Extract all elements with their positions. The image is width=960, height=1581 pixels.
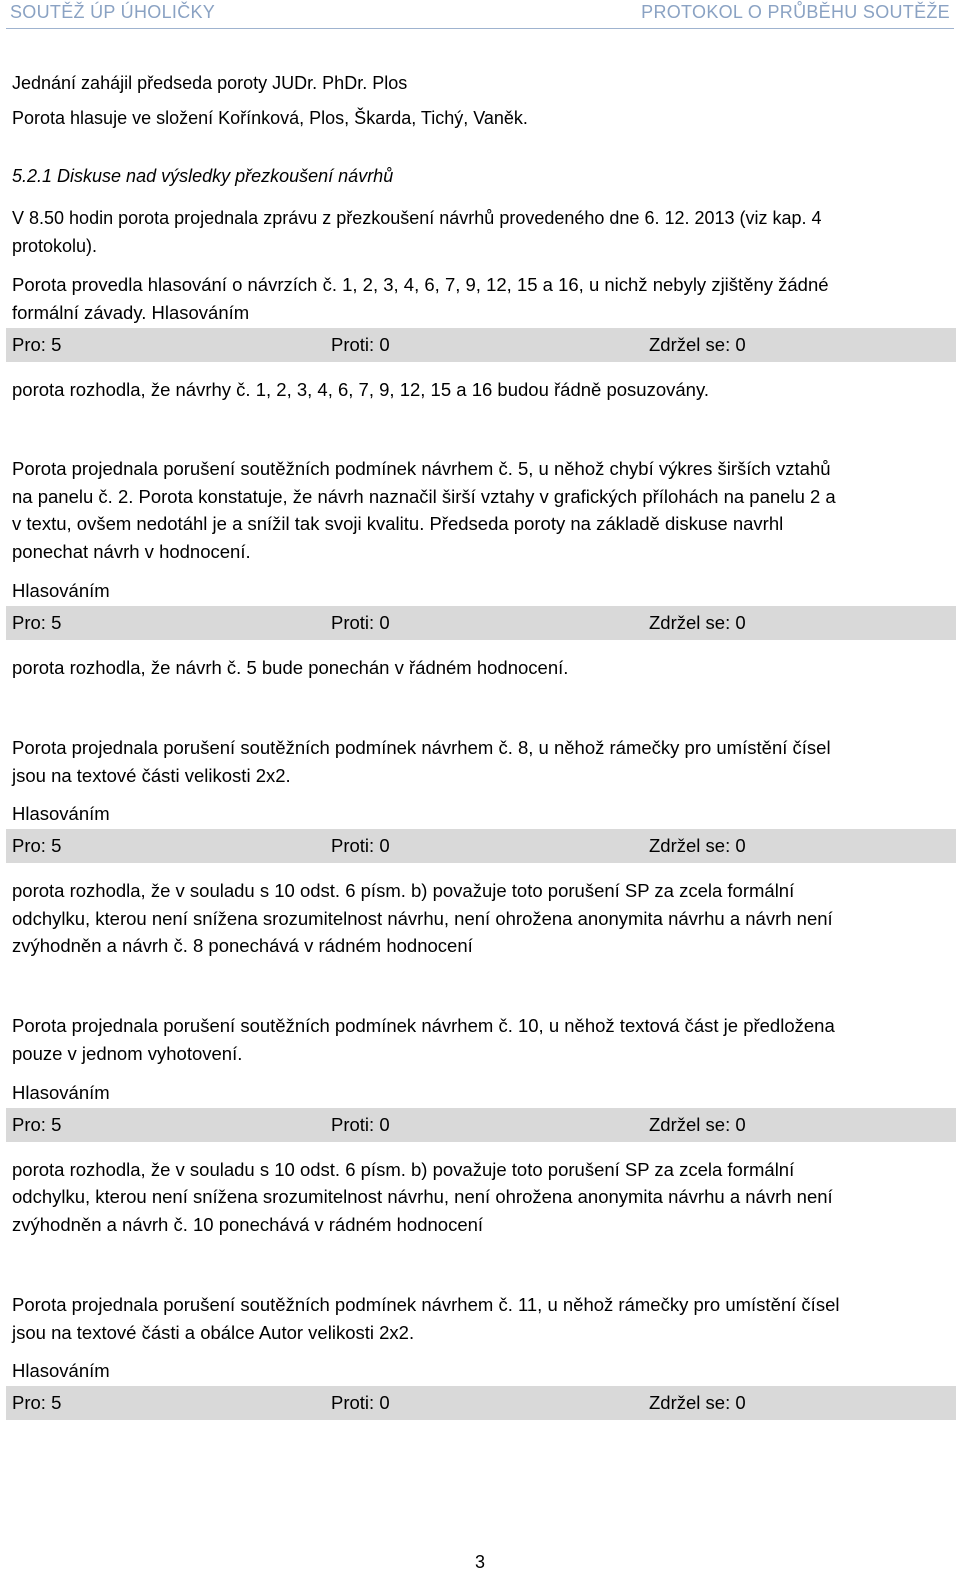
- vote-label: Hlasováním: [12, 803, 110, 824]
- vote-zdrzel: Zdržel se: 0: [649, 1392, 746, 1413]
- section-heading: 5.2.1 Diskuse nad výsledky přezkoušení návrhů: [12, 166, 394, 186]
- paragraph-line: V 8.50 hodin porota projednala zprávu z přezkoušení návrhů provedeného dne 6. 12. 2013 (viz kap. 4: [12, 208, 822, 228]
- paragraph-line: Porota projednala porušení soutěžních podmínek návrhem č. 8, u něhož rámečky pro umístění čísel: [12, 737, 831, 758]
- header-protocol-title: PROTOKOL O PRŮBĚHU SOUTĚŽE: [641, 2, 950, 22]
- decision-line: porota rozhodla, že v souladu s 10 odst. 6 písm. b) považuje toto porušení SP za zcela formální: [12, 1159, 795, 1180]
- paragraph-line: pouze v jednom vyhotovení.: [12, 1043, 243, 1064]
- vote-bar: [6, 829, 956, 863]
- vote-zdrzel: Zdržel se: 0: [649, 1114, 746, 1135]
- decision-line: porota rozhodla, že v souladu s 10 odst. 6 písm. b) považuje toto porušení SP za zcela formální: [12, 880, 795, 901]
- decision-line: odchylku, kterou není snížena srozumitelnost návrhu, není ohrožena anonymita návrhu a návrh není: [12, 1186, 833, 1207]
- vote-pro: Pro: 5: [12, 612, 62, 633]
- vote-label: Hlasováním: [12, 1082, 110, 1103]
- decision-line: odchylku, kterou není snížena srozumitelnost návrhu, není ohrožena anonymita návrhu a návrh není: [12, 908, 833, 929]
- vote-proti: Proti: 0: [331, 334, 390, 355]
- vote-proti: Proti: 0: [331, 835, 390, 856]
- paragraph-line: Porota projednala porušení soutěžních podmínek návrhem č. 11, u něhož rámečky pro umístění čísel: [12, 1294, 840, 1315]
- paragraph-line: na panelu č. 2. Porota konstatuje, že návrh naznačil širší vztahy v grafických přílohách na panelu 2 a: [12, 486, 836, 507]
- intro-line: Jednání zahájil předseda poroty JUDr. PhDr. Plos: [12, 73, 408, 93]
- decision-line: porota rozhodla, že návrhy č. 1, 2, 3, 4, 6, 7, 9, 12, 15 a 16 budou řádně posuzovány.: [12, 379, 709, 400]
- decision-line: zvýhodněn a návrh č. 10 ponechává v rádném hodnocení: [12, 1214, 484, 1235]
- paragraph-line: jsou na textové části velikosti 2x2.: [12, 765, 291, 786]
- vote-bar: [6, 606, 956, 640]
- vote-pro: Pro: 5: [12, 1114, 62, 1135]
- paragraph-line: Porota provedla hlasování o návrzích č. 1, 2, 3, 4, 6, 7, 9, 12, 15 a 16, u nichž nebyly zjištěny žádné: [12, 274, 829, 295]
- header-competition-title: SOUTĚŽ ÚP ÚHOLIČKY: [10, 2, 216, 22]
- vote-zdrzel: Zdržel se: 0: [649, 334, 746, 355]
- paragraph-line: Porota projednala porušení soutěžních podmínek návrhem č. 10, u něhož textová část je předložena: [12, 1015, 835, 1036]
- page-number: 3: [474, 1552, 485, 1572]
- paragraph-line: formální závady. Hlasováním: [12, 302, 250, 323]
- vote-proti: Proti: 0: [331, 1114, 390, 1135]
- paragraph-line: protokolu).: [12, 236, 98, 256]
- decision-line: porota rozhodla, že návrh č. 5 bude ponechán v řádném hodnocení.: [12, 657, 569, 678]
- vote-bar: [6, 328, 956, 362]
- vote-label: Hlasováním: [12, 1360, 110, 1381]
- vote-pro: Pro: 5: [12, 334, 62, 355]
- vote-zdrzel: Zdržel se: 0: [649, 835, 746, 856]
- vote-bar: [6, 1386, 956, 1420]
- vote-bar: [6, 1108, 956, 1142]
- vote-label: Hlasováním: [12, 580, 110, 601]
- paragraph-line: jsou na textové části a obálce Autor velikosti 2x2.: [12, 1322, 415, 1343]
- decision-line: zvýhodněn a návrh č. 8 ponechává v rádném hodnocení: [12, 935, 473, 956]
- vote-proti: Proti: 0: [331, 612, 390, 633]
- paragraph-line: Porota projednala porušení soutěžních podmínek návrhem č. 5, u něhož chybí výkres širších vztahů: [12, 458, 831, 479]
- header-divider: [6, 28, 954, 29]
- page-header: [0, 0, 960, 30]
- intro-line: Porota hlasuje ve složení Kořínková, Plos, Škarda, Tichý, Vaněk.: [12, 108, 528, 128]
- vote-pro: Pro: 5: [12, 835, 62, 856]
- paragraph-line: v textu, ovšem nedotáhl je a snížil tak svoji kvalitu. Předseda poroty na základě diskuse navrhl: [12, 513, 784, 534]
- paragraph-line: ponechat návrh v hodnocení.: [12, 541, 251, 562]
- vote-proti: Proti: 0: [331, 1392, 390, 1413]
- vote-pro: Pro: 5: [12, 1392, 62, 1413]
- vote-zdrzel: Zdržel se: 0: [649, 612, 746, 633]
